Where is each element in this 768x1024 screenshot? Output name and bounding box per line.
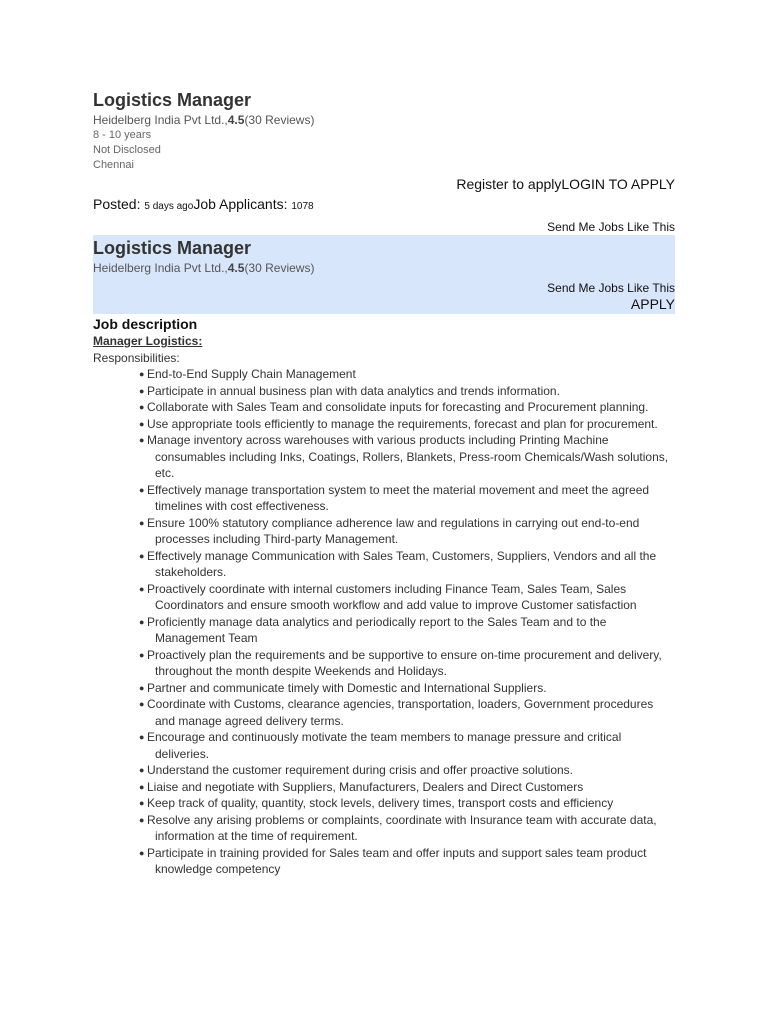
responsibility-item [131, 432, 675, 482]
sticky-send-jobs-row [93, 280, 675, 296]
apply-actions [93, 175, 675, 193]
responsibility-text: Coordinate with Customs, clearance agencies, transportation, loaders, Government procedures and manage agreed delivery terms. [147, 697, 654, 728]
bullet-icon: ● [139, 517, 145, 528]
bullet-icon: ● [139, 798, 145, 808]
sticky-company-name[interactable]: Heidelberg India Pvt Ltd., [93, 261, 228, 275]
job-title: Logistics Manager [93, 90, 252, 110]
reviews-link[interactable]: (30 Reviews) [244, 113, 315, 127]
responsibility-text: Proactively coordinate with internal customers including Finance Team, Sales Team, Sales Coordinators and ensure smooth workflow and add value to improve Customer satisfaction [147, 581, 637, 612]
bullet-icon: ● [139, 369, 145, 379]
send-jobs-row [93, 219, 675, 235]
responsibility-text: Effectively manage Communication with Sales Team, Customers, Suppliers, Vendors and all the stakeholders. [147, 548, 657, 579]
responsibility-text: Proficiently manage data analytics and periodically report to the Sales Team and to the Management Team [147, 614, 607, 645]
bullet-icon: ● [139, 385, 145, 396]
responsibility-item [131, 729, 675, 762]
bullet-icon: ● [139, 402, 145, 412]
sticky-company-rating: 4.5 [227, 261, 245, 275]
responsibility-text: Proactively plan the requirements and be supportive to ensure on-time procurement and delivery, throughout the month despite Weekends and Holidays. [147, 647, 662, 678]
posted-value: 5 days ago [144, 201, 194, 212]
responsibility-item [131, 845, 675, 878]
bullet-icon: ● [139, 732, 145, 742]
bullet-icon: ● [139, 649, 145, 660]
responsibility-item [131, 812, 675, 845]
location: Chennai [93, 159, 134, 171]
responsibility-text: Collaborate with Sales Team and consolidate inputs for forecasting and Procurement planning. [147, 400, 649, 414]
responsibility-text: Manage inventory across warehouses with various products including Printing Machine consumables including Inks, Coatings, Rollers, Blankets, Press-room Chemicals/Wash solutions, etc. [147, 433, 669, 480]
bullet-icon: ● [139, 765, 145, 775]
applicants-label: Job Applicants: [193, 196, 292, 212]
responsibility-item [131, 680, 675, 697]
responsibility-item [131, 795, 675, 812]
sticky-reviews-link[interactable]: (30 Reviews) [244, 261, 315, 275]
posted-info [93, 195, 675, 216]
sticky-job-title: Logistics Manager [93, 238, 252, 258]
company-line [93, 113, 675, 128]
responsibility-item [131, 416, 675, 433]
responsibility-text: Keep track of quality, quantity, stock levels, delivery times, transport costs and efficiency [147, 796, 614, 810]
company-rating: 4.5 [227, 113, 245, 127]
posted-label: Posted: [93, 196, 145, 212]
bullet-icon: ● [139, 781, 145, 792]
responsibility-item [131, 383, 675, 400]
responsibility-item [131, 581, 675, 614]
job-content [93, 89, 675, 878]
bullet-icon: ● [139, 616, 145, 627]
bullet-icon: ● [139, 484, 145, 495]
bullet-icon: ● [139, 847, 145, 858]
experience: 8 - 10 years [93, 129, 152, 141]
responsibility-item [131, 399, 675, 416]
bullet-icon: ● [139, 699, 145, 709]
responsibility-text: Understand the customer requirement during crisis and offer proactive solutions. [147, 763, 573, 777]
sticky-send-me-jobs-link[interactable]: Send Me Jobs Like This [547, 281, 675, 295]
bullet-icon: ● [139, 814, 145, 825]
responsibility-item [131, 366, 675, 383]
responsibility-item [131, 779, 675, 796]
apply-button[interactable]: APPLY [630, 296, 675, 312]
send-me-jobs-link[interactable]: Send Me Jobs Like This [547, 220, 675, 234]
job-description-heading: Job description [93, 316, 198, 332]
salary: Not Disclosed [93, 144, 161, 156]
bullet-icon: ● [139, 682, 145, 693]
responsibility-text: Resolve any arising problems or complaints, coordinate with Insurance team with accurate data, information at the time of requirement. [147, 812, 657, 843]
responsibility-text: Use appropriate tools efficiently to manage the requirements, forecast and plan for procurement. [147, 416, 658, 431]
bullet-icon: ● [139, 435, 145, 445]
bullet-icon: ● [139, 418, 145, 429]
responsibility-item [131, 762, 675, 779]
sticky-company-line [93, 261, 675, 276]
applicants-count: 1078 [291, 201, 314, 212]
login-to-apply-button[interactable]: LOGIN TO APPLY [561, 176, 675, 192]
responsibilities-list [93, 366, 675, 878]
responsibility-text: Effectively manage transportation system to meet the material movement and meet the agreed timelines with cost effectiveness. [147, 482, 650, 513]
responsibility-item [131, 647, 675, 680]
responsibility-text: Ensure 100% statutory compliance adherence law and regulations in carrying out end-to-end processes including Third-party Management. [147, 515, 640, 546]
register-to-apply-link[interactable]: Register to apply [456, 176, 562, 192]
responsibilities-label: Responsibilities: [93, 351, 180, 365]
bullet-icon: ● [139, 550, 145, 561]
responsibility-text: Partner and communicate timely with Domestic and International Suppliers. [147, 680, 547, 695]
bullet-icon: ● [139, 583, 145, 594]
responsibility-item [131, 482, 675, 515]
responsibility-text: Participate in training provided for Sales team and offer inputs and support sales team product knowledge competency [147, 845, 647, 876]
responsibility-item [131, 548, 675, 581]
responsibility-item [131, 515, 675, 548]
responsibility-item [131, 696, 675, 729]
responsibility-item [131, 614, 675, 647]
responsibility-text: Participate in annual business plan with data analytics and trends information. [147, 383, 560, 398]
company-name[interactable]: Heidelberg India Pvt Ltd., [93, 113, 228, 127]
role-subheading: Manager Logistics: [93, 334, 203, 348]
responsibility-text: Liaise and negotiate with Suppliers, Manufacturers, Dealers and Direct Customers [147, 779, 584, 794]
responsibility-text: End-to-End Supply Chain Management [147, 367, 356, 381]
responsibility-text: Encourage and continuously motivate the team members to manage pressure and critical deliveries. [147, 730, 622, 761]
sticky-job-header [93, 235, 675, 314]
apply-row [93, 296, 675, 313]
